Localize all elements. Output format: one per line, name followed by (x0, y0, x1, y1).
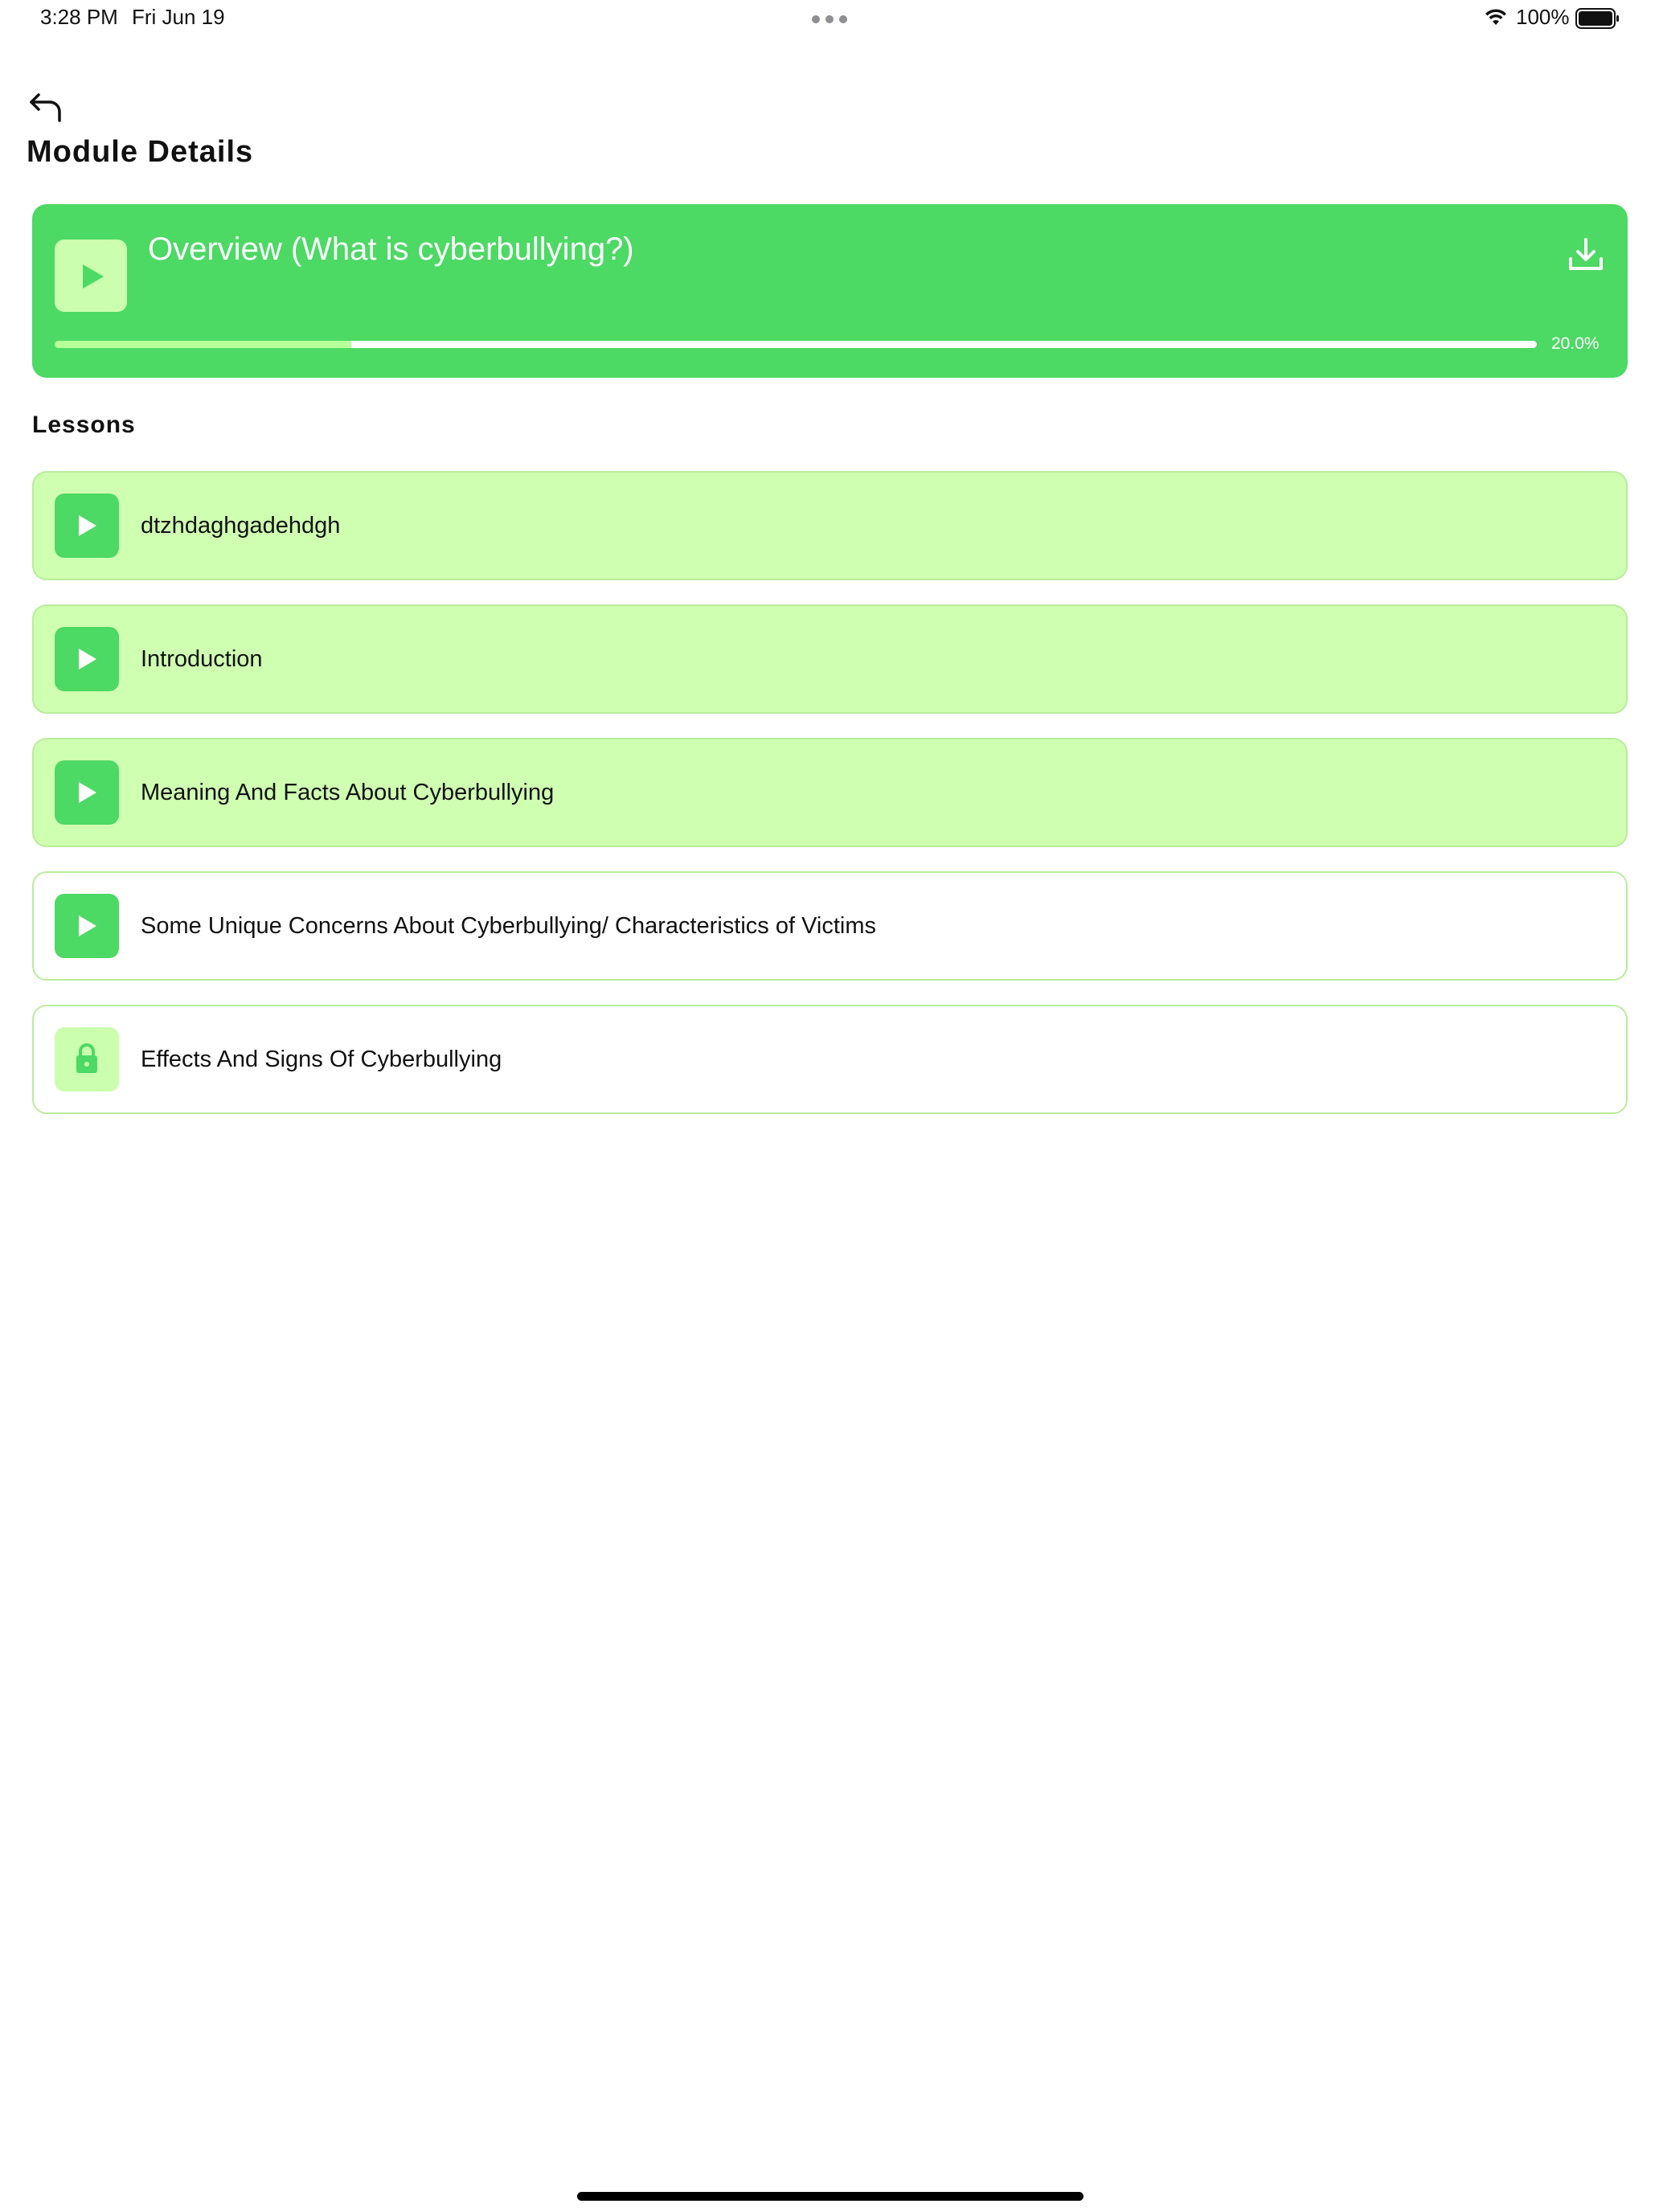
lesson-item-locked[interactable] (32, 1005, 1628, 1114)
lesson-item[interactable] (32, 604, 1628, 714)
status-time: 3:28 PM (40, 5, 118, 29)
play-icon (81, 263, 105, 290)
lock-icon (74, 1043, 100, 1075)
lesson-play-button[interactable] (55, 894, 119, 958)
lessons-heading: Lessons (32, 412, 136, 438)
battery-icon (1575, 8, 1620, 29)
module-overview-card[interactable] (32, 204, 1628, 378)
lesson-title: Some Unique Concerns About Cyberbullying/ Characteristics of Victims (141, 913, 876, 939)
overview-progress-fill (55, 341, 351, 348)
lesson-list (32, 471, 1628, 1138)
lesson-title: dtzhdaghgadehdgh (141, 513, 341, 539)
status-date: Fri Jun 19 (132, 5, 225, 29)
play-icon (78, 514, 97, 537)
lesson-play-button[interactable] (55, 627, 119, 691)
status-bar (0, 0, 1659, 40)
page-title: Module Details (27, 135, 254, 169)
download-icon[interactable] (1566, 235, 1606, 275)
play-icon (78, 915, 97, 937)
lesson-lock-badge (55, 1027, 119, 1092)
overview-play-button[interactable] (55, 240, 127, 312)
overview-title: Overview (What is cyberbullying?) (148, 231, 634, 267)
overview-progress-label: 20.0% (1551, 334, 1600, 353)
play-icon (78, 648, 97, 670)
wifi-icon (1484, 7, 1508, 27)
lesson-title: Introduction (141, 646, 263, 672)
multitask-dots-icon[interactable] (812, 15, 847, 23)
back-arrow-icon[interactable] (27, 88, 64, 125)
lesson-title: Meaning And Facts About Cyberbullying (141, 780, 555, 805)
lesson-item[interactable] (32, 471, 1628, 580)
overview-progress-bar (55, 341, 1537, 348)
lesson-item[interactable] (32, 738, 1628, 847)
lesson-item[interactable] (32, 871, 1628, 981)
lesson-title: Effects And Signs Of Cyberbullying (141, 1047, 502, 1072)
lesson-play-button[interactable] (55, 494, 119, 558)
home-indicator[interactable] (577, 2192, 1083, 2201)
battery-percentage: 100% (1516, 5, 1570, 29)
play-icon (78, 781, 97, 804)
lesson-play-button[interactable] (55, 760, 119, 825)
